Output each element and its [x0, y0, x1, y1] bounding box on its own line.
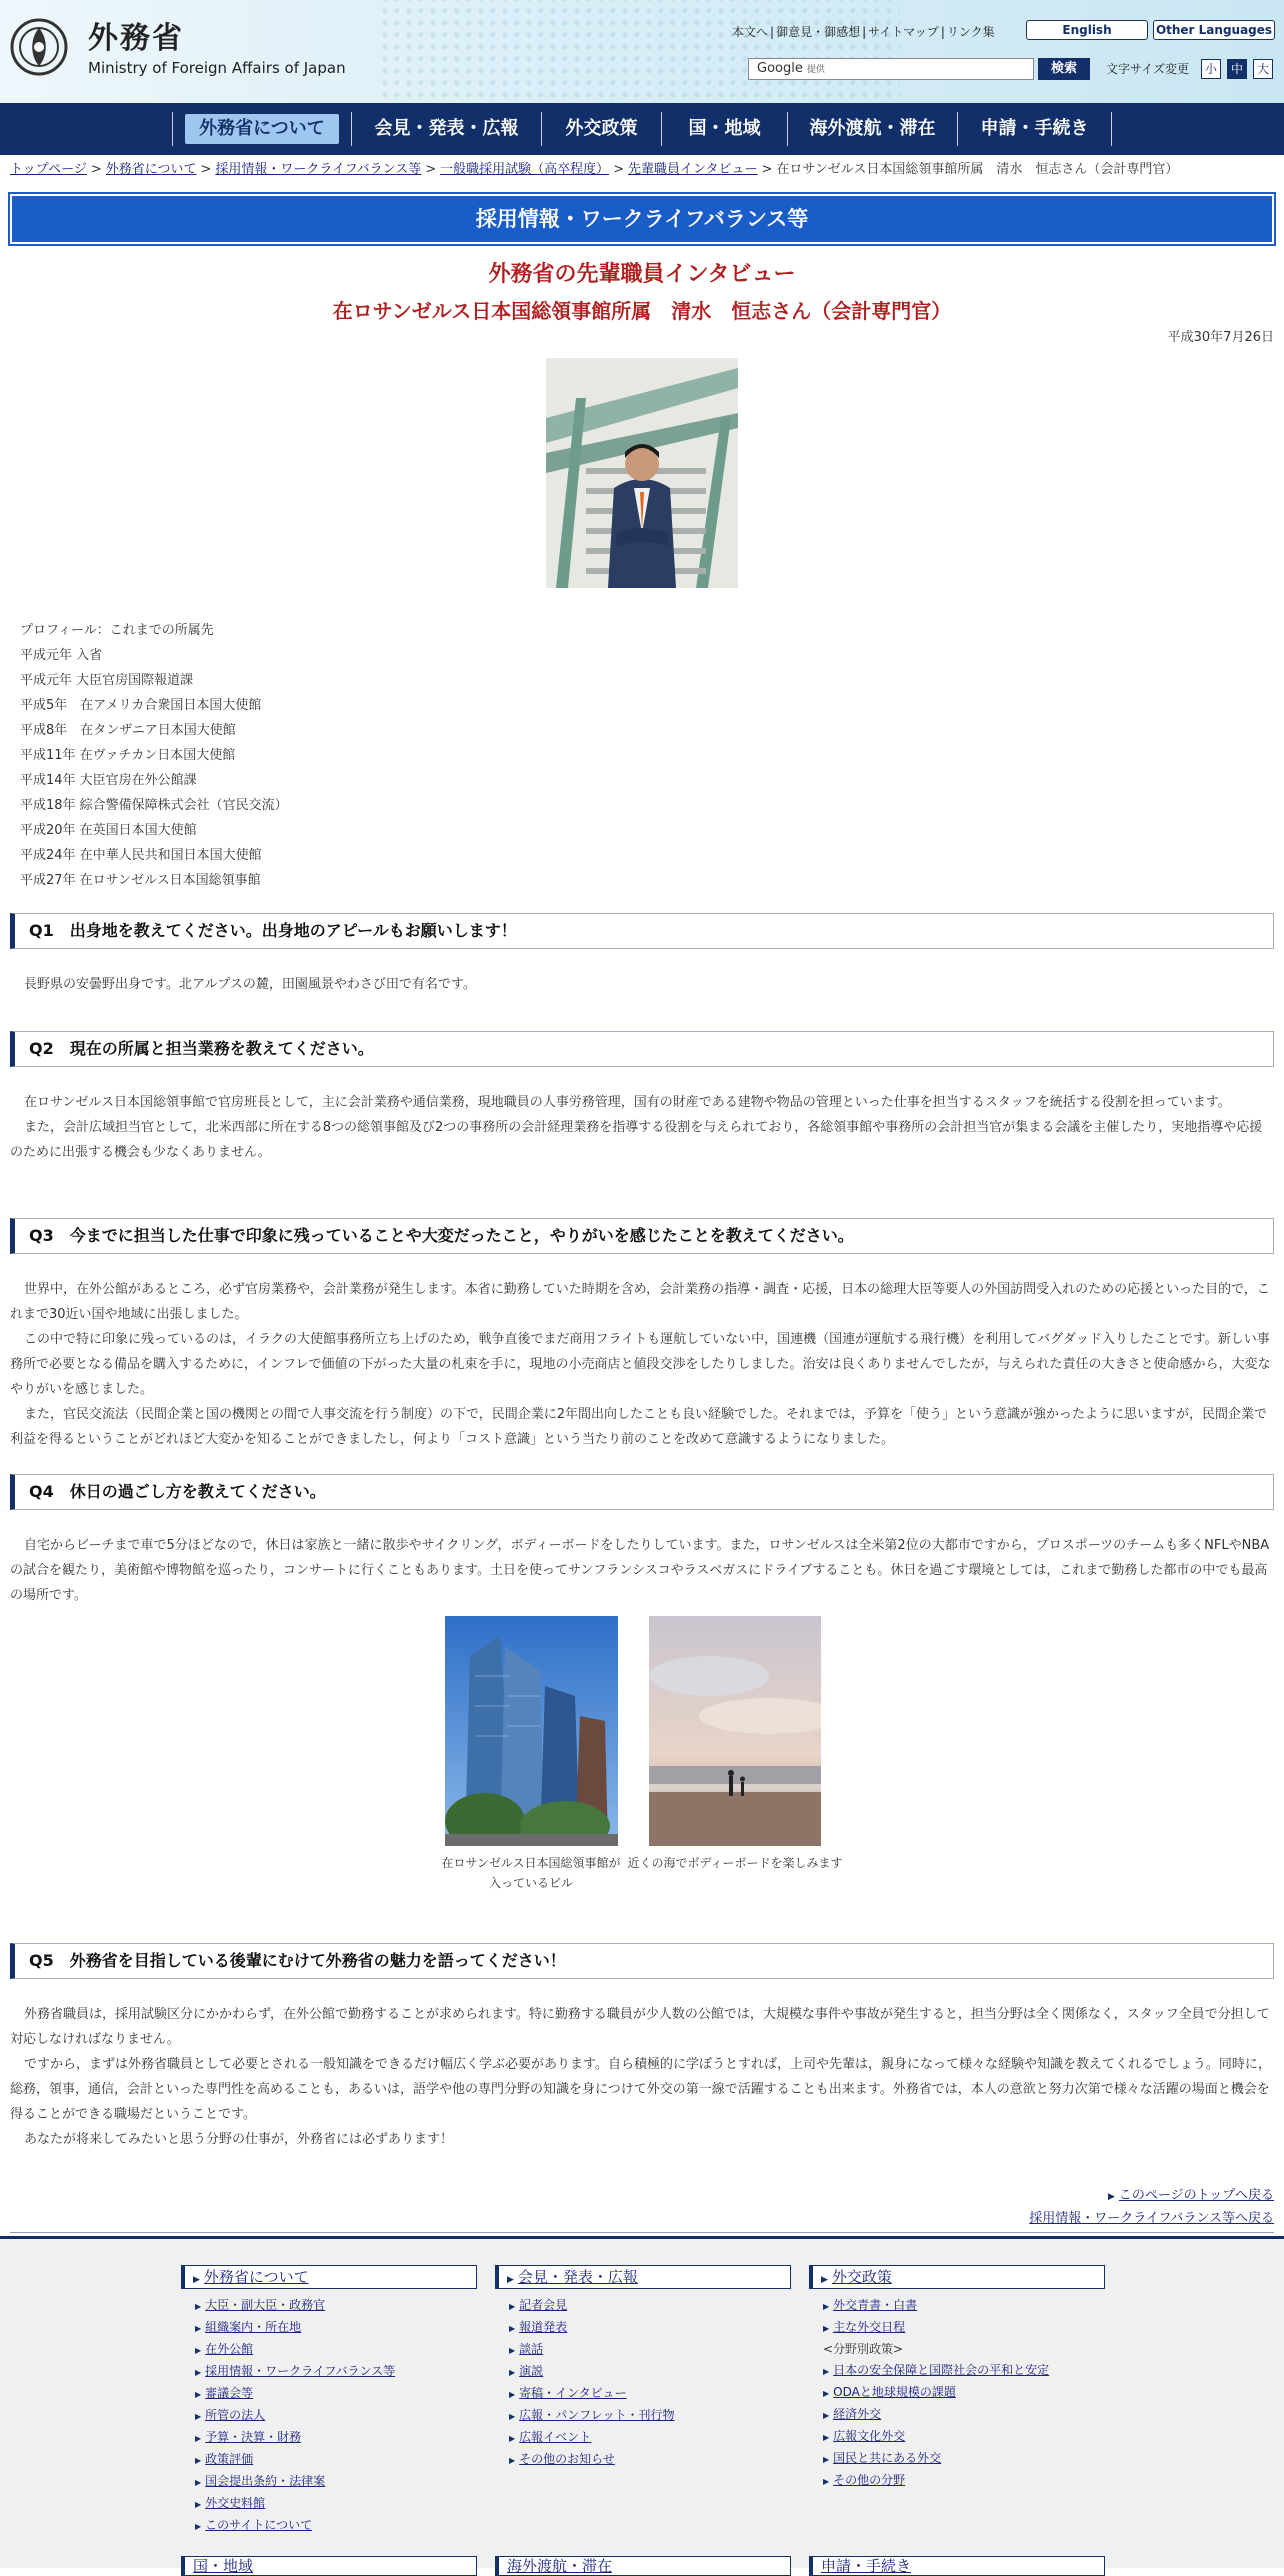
profile-list: [20, 618, 288, 893]
footer-col-travel-heading: [495, 2556, 791, 2576]
q2-heading: Q2 現在の所属と担当業務を教えてください。: [10, 1031, 1274, 1067]
back-to-top: [1108, 2186, 1274, 2206]
triangle-right-icon: ▶: [823, 2455, 830, 2464]
mofa-emblem-logo[interactable]: [10, 18, 68, 76]
footer-heading-link[interactable]: 会見・発表・広報: [517, 2268, 638, 2286]
util-link-feedback[interactable]: 御意見・御感想: [776, 25, 861, 39]
answer-paragraph: 在ロサンゼルス日本国総領事館で官房班長として，主に会計業務や通信業務，現地職員の人事労務管理，国有の財産である建物や物品の管理といった仕事を担当するスタッフを統括する役割を担っています。: [24, 1095, 1231, 1110]
profile-line: 平成20年 在英国日本国大使館: [20, 823, 197, 838]
q3-heading: Q3 今までに担当した仕事で印象に残っていることや大変だったこと，やりがいを感じたことを教えてください。: [10, 1218, 1274, 1254]
nav-item-press[interactable]: 会見・発表・広報: [352, 112, 542, 146]
footer-link[interactable]: 記者会見: [519, 2298, 568, 2312]
triangle-right-icon: ▶: [823, 2411, 830, 2420]
profile-line: 平成元年 入省: [20, 648, 103, 663]
triangle-right-icon: ▶: [195, 2434, 202, 2443]
footer-item: [195, 2493, 477, 2515]
footer-heading-link[interactable]: 申請・手続き: [821, 2557, 912, 2575]
breadcrumb-link-recruit[interactable]: 採用情報・ワークライフバランス等: [215, 162, 422, 177]
triangle-right-icon: ▶: [195, 2456, 202, 2465]
page-title: 外務省の先輩職員インタビュー: [488, 262, 796, 287]
footer-col-heading: [495, 2265, 791, 2289]
footer-link[interactable]: 政策評価: [205, 2452, 254, 2466]
footer-col-press: [495, 2265, 791, 2471]
triangle-right-icon: ▶: [195, 2500, 202, 2509]
footer-sitemap: [0, 2236, 1284, 2568]
nav-item-about[interactable]: [172, 112, 352, 146]
profile-line: 平成14年 大臣官房在外公館課: [20, 773, 197, 788]
triangle-right-icon: ▶: [193, 2275, 200, 2285]
breadcrumb-link-top[interactable]: トップページ: [10, 162, 87, 177]
triangle-right-icon: ▶: [823, 2389, 830, 2398]
footer-heading-link[interactable]: 外務省について: [203, 2268, 309, 2286]
q2-answer: [10, 1090, 1274, 1165]
nav-item-about-label: 外務省について: [185, 114, 339, 144]
building-photo: [445, 1616, 618, 1846]
footer-item: [195, 2471, 477, 2493]
answer-paragraph: 外務省職員は，採用試験区分にかかわらず，在外公館で勤務することが求められます。特に勤務する職員が少人数の公館では，大規模な事件や事故が発生すると，担当分野は全く関係なく，スタッフ全員で分担して対応しなければなりません。: [10, 2007, 1270, 2047]
publish-date: 平成30年7月26日: [1167, 330, 1274, 345]
global-nav: [0, 103, 1284, 155]
building-photo-caption: 在ロサンゼルス日本国総領事館が入っているビル: [441, 1856, 621, 1890]
answer-paragraph: 自宅からビーチまで車で5分ほどなので，休日は家族と一緒に散歩やサイクリング，ボディーボードをしたりしています。また，ロサンゼルスは全米第2位の大都市ですから，プロスポーツのチームも多くNFLやNBAの試合を観たり，美術館や博物館を巡ったり，コンサートに行くこともあります。土日を使ってサンフランシスコやラスベガスにドライブすることも。休日を過ごす環境としては，これまで勤務した都市の中でも最高の場所です。: [10, 1538, 1270, 1603]
profile-line: 平成11年 在ヴァチカン日本国大使館: [20, 748, 236, 763]
profile-line: 平成18年 綜合警備保障株式会社（官民交流）: [20, 798, 288, 813]
staff-portrait-photo: [546, 358, 738, 588]
breadcrumb-separator: >: [200, 162, 212, 177]
breadcrumb-separator: >: [613, 162, 625, 177]
footer-link[interactable]: このサイトについて: [205, 2518, 313, 2532]
footer-link[interactable]: 談話: [519, 2342, 544, 2356]
world-map-background: [380, 0, 900, 104]
utility-links: 本文へ | 御意見・御感想 | サイトマップ | リンク集: [732, 25, 995, 39]
breadcrumb-link-interviews[interactable]: 先輩職員インタビュー: [628, 162, 758, 177]
triangle-right-icon: ▶: [195, 2412, 202, 2421]
footer-link[interactable]: 経済外交: [833, 2407, 882, 2421]
profile-line: 平成24年 在中華人民共和国日本国大使館: [20, 848, 262, 863]
breadcrumb-separator: >: [425, 162, 437, 177]
triangle-right-icon: ▶: [509, 2434, 516, 2443]
answer-paragraph: 世界中，在外公館があるところ，必ず官房業務や，会計業務が発生します。本省に勤務していた時期を含め，会計業務の指導・調査・応援，日本の総理大臣等要人の外国訪問受入れのための応援といった目的で，これまで30近い国や地域に出張しました。: [10, 1282, 1270, 1322]
footer-item: [509, 2339, 791, 2361]
triangle-right-icon: ▶: [823, 2433, 830, 2442]
footer-item: [195, 2317, 477, 2339]
footer-heading-link[interactable]: 国・地域: [193, 2557, 254, 2575]
footer-item: [195, 2339, 477, 2361]
triangle-right-icon: ▶: [509, 2390, 516, 2399]
triangle-right-icon: ▶: [509, 2368, 516, 2377]
footer-heading-link[interactable]: 海外渡航・滞在: [507, 2557, 613, 2575]
nav-item-travel[interactable]: 海外渡航・滞在: [788, 112, 958, 146]
profile-line: 平成元年 大臣官房国際報道課: [20, 673, 194, 688]
triangle-right-icon: ▶: [509, 2324, 516, 2333]
footer-link[interactable]: 寄稿・インタビュー: [519, 2386, 627, 2400]
q4-answer: [10, 1533, 1274, 1608]
footer-item: [509, 2405, 791, 2427]
triangle-right-icon: ▶: [507, 2275, 514, 2285]
triangle-right-icon: ▶: [509, 2412, 516, 2421]
footer-item: [195, 2361, 477, 2383]
footer-col-applications-heading: [809, 2556, 1105, 2576]
footer-link[interactable]: 在外公館: [205, 2342, 254, 2356]
nav-item-regions[interactable]: 国・地域: [662, 112, 788, 146]
triangle-right-icon: ▶: [509, 2456, 516, 2465]
footer-link-list: [495, 2289, 791, 2471]
footer-link[interactable]: 広報・パンフレット・刊行物: [519, 2408, 675, 2422]
footer-item: [823, 2382, 1105, 2404]
triangle-right-icon: ▶: [1107, 2192, 1115, 2202]
q3-answer: [10, 1277, 1274, 1452]
answer-paragraph: また，官民交流法（民間企業と国の機関との間で人事交流を行う制度）の下で，民間企業に2年間出向したことも良い経験でした。それまでは，予算を「使う」という意識が強かったように思いますが，民間企業で利益を得るということがどれほど大変かを知ることができましたし，何より「コスト意識」という当たり前のことを改めて意識するようになりました。: [10, 1407, 1268, 1447]
triangle-right-icon: ▶: [195, 2390, 202, 2399]
search-powered-label: 提供: [806, 65, 825, 75]
util-link-main-content[interactable]: 本文へ: [732, 25, 769, 39]
footer-col-heading: [809, 2265, 1105, 2289]
footer-item: [823, 2295, 1105, 2317]
footer-item: [509, 2427, 791, 2449]
answer-paragraph: あなたが将来してみたいと思う分野の仕事が，外務省には必ずあります！: [24, 2132, 454, 2147]
triangle-right-icon: ▶: [509, 2346, 516, 2355]
back-to-section-link[interactable]: 採用情報・ワークライフバランス等へ戻る: [1029, 2211, 1274, 2226]
profile-line: プロフィール：これまでの所属先: [20, 623, 214, 638]
q1-answer: [10, 972, 1274, 997]
footer-item: [195, 2515, 477, 2537]
logo-title-ja[interactable]: 外務省: [88, 21, 184, 56]
triangle-right-icon: ▶: [823, 2302, 830, 2311]
footer-col-heading: [181, 2265, 477, 2289]
footer-sub-label: <分野別政策>: [823, 2342, 904, 2356]
breadcrumb-link-exam[interactable]: 一般職採用試験（高卒程度）: [440, 162, 610, 177]
back-to-section: [1029, 2209, 1274, 2229]
footer-item: [823, 2317, 1105, 2339]
back-to-top-link[interactable]: このページのトップへ戻る: [1118, 2188, 1274, 2203]
footer-link[interactable]: 外交史料館: [205, 2496, 266, 2510]
footer-link-list: [181, 2289, 477, 2537]
search-input[interactable]: [748, 58, 1034, 80]
triangle-right-icon: ▶: [195, 2478, 202, 2487]
triangle-right-icon: ▶: [195, 2368, 202, 2377]
footer-item: [823, 2360, 1105, 2382]
profile-line: 平成5年 在アメリカ合衆国日本国大使館: [20, 698, 262, 713]
footer-link[interactable]: 広報イベント: [519, 2430, 592, 2444]
triangle-right-icon: ▶: [195, 2324, 202, 2333]
footer-link[interactable]: 外交青書・白書: [833, 2298, 918, 2312]
footer-link[interactable]: 広報文化外交: [833, 2429, 906, 2443]
footer-item: [509, 2295, 791, 2317]
footer-link[interactable]: 所管の法人: [205, 2408, 266, 2422]
triangle-right-icon: ▶: [823, 2477, 830, 2486]
footer-col-policy: [809, 2265, 1105, 2492]
triangle-right-icon: ▶: [195, 2302, 202, 2311]
q4-heading: Q4 休日の過ごし方を教えてください。: [10, 1474, 1274, 1510]
breadcrumb: [10, 160, 1178, 180]
page-subtitle: 在ロサンゼルス日本国総領事館所属 清水 恒志さん（会計専門官）: [332, 299, 952, 323]
footer-link[interactable]: その他の分野: [833, 2473, 906, 2487]
footer-link[interactable]: 組織案内・所在地: [205, 2320, 302, 2334]
answer-paragraph: 長野県の安曇野出身です。北アルプスの麓，田園風景やわさび田で有名です。: [24, 977, 476, 992]
font-size-medium-button[interactable]: 中: [1227, 59, 1247, 79]
breadcrumb-current: 在ロサンゼルス日本国総領事館所属 清水 恒志さん（会計専門官）: [776, 162, 1179, 177]
profile-line: 平成27年 在ロサンゼルス日本国総領事館: [20, 873, 261, 888]
triangle-right-icon: ▶: [195, 2346, 202, 2355]
footer-heading-link[interactable]: 外交政策: [831, 2268, 892, 2286]
footer-link[interactable]: 予算・決算・財務: [205, 2430, 302, 2444]
footer-link[interactable]: 採用情報・ワークライフバランス等: [205, 2364, 396, 2378]
answer-paragraph: ですから，まずは外務省職員として必要とされる一般知識をできるだけ幅広く学ぶ必要があります。自ら積極的に学ぼうとすれば，上司や先輩は，親身になって様々な経験や知識を教えてくれるでしょう。同時に，総務，領事，通信，会計といった専門性を高めることも，あるいは，語学や他の専門分野の知識を身につけて外交の第一線で活躍することも出来ます。外務省では，本人の意欲と努力次第で様々な活躍の場面と機会を得ることができる職場だということです。: [10, 2057, 1271, 2122]
beach-photo-caption: 近くの海でボディーボードを楽しみます: [627, 1856, 843, 1870]
footer-link-list: [809, 2289, 1105, 2492]
q1-heading: Q1 出身地を教えてください。出身地のアピールもお願いします！: [10, 913, 1274, 949]
footer-col-about: [181, 2265, 477, 2537]
footer-item: [509, 2361, 791, 2383]
logo-title-en[interactable]: Ministry of Foreign Affairs of Japan: [88, 59, 346, 77]
footer-item: [195, 2295, 477, 2317]
breadcrumb-separator: >: [90, 162, 102, 177]
footer-link[interactable]: その他のお知らせ: [519, 2452, 615, 2466]
footer-col-regions-heading: [181, 2556, 477, 2576]
font-size-large-button[interactable]: 大: [1253, 59, 1273, 79]
beach-photo: [649, 1616, 821, 1846]
triangle-right-icon: ▶: [821, 2275, 828, 2285]
nav-item-policy[interactable]: 外交政策: [542, 112, 662, 146]
answer-paragraph: また，会計広域担当官として，北米西部に所在する8つの総領事館及び2つの事務所の会計経理業務を指導する役割を与えられており，各総領事館や事務所の会計担当官が集まる会議を主催したり，実地指導や応援のために出張する機会も少なくありません。: [10, 1120, 1263, 1160]
footer-link[interactable]: 報道発表: [519, 2320, 568, 2334]
footer-link[interactable]: 審議会等: [205, 2386, 254, 2400]
answer-paragraph: この中で特に印象に残っているのは，イラクの大使館事務所立ち上げのため，戦争直後でまだ商用フライトも運航していない中，国連機（国連が運航する飛行機）を利用してバグダッド入りしたことです。新しい事務所で必要となる備品を購入するために，インフレで価値の下がった大量の札束を手に，現地の小売商店と値段交渉をしたりしました。治安は良くありませんでしたが，与えられた責任の大きさと使命感から，大変なやりがいを感じました。: [10, 1332, 1271, 1397]
q5-answer: [10, 2002, 1274, 2152]
footer-item: [195, 2383, 477, 2405]
footer-link[interactable]: 国会提出条約・法律案: [205, 2474, 326, 2488]
triangle-right-icon: ▶: [195, 2522, 202, 2531]
footer-item: [823, 2426, 1105, 2448]
footer-link[interactable]: 主な外交日程: [833, 2320, 906, 2334]
breadcrumb-separator: >: [761, 162, 773, 177]
footer-link[interactable]: 日本の安全保障と国際社会の平和と安定: [833, 2363, 1050, 2377]
q5-heading: Q5 外務省を目指している後輩にむけて外務省の魅力を語ってください！: [10, 1943, 1274, 1979]
font-size-small-button[interactable]: 小: [1201, 59, 1221, 79]
triangle-right-icon: ▶: [823, 2367, 830, 2376]
footer-item: [195, 2427, 477, 2449]
english-button[interactable]: English: [1026, 20, 1148, 40]
divider: [10, 2232, 1274, 2233]
section-banner: 採用情報・ワークライフバランス等: [10, 194, 1274, 244]
footer-item: [823, 2404, 1105, 2426]
footer-link[interactable]: ODAと地球規模の課題: [833, 2385, 956, 2399]
triangle-right-icon: ▶: [509, 2302, 516, 2311]
other-languages-button[interactable]: Other Languages: [1153, 20, 1275, 40]
footer-link[interactable]: 大臣・副大臣・政務官: [205, 2298, 326, 2312]
triangle-right-icon: ▶: [823, 2324, 830, 2333]
util-link-sitemap[interactable]: サイトマップ: [868, 25, 939, 39]
footer-link[interactable]: 国民と共にある外交: [833, 2451, 942, 2465]
breadcrumb-link-about[interactable]: 外務省について: [105, 162, 197, 177]
search-button[interactable]: 検索: [1038, 58, 1090, 80]
footer-item: [823, 2470, 1105, 2492]
font-size-label: 文字サイズ変更: [1106, 62, 1190, 76]
nav-item-applications[interactable]: 申請・手続き: [958, 112, 1112, 146]
util-link-links[interactable]: リンク集: [946, 25, 995, 39]
footer-item: [195, 2449, 477, 2471]
footer-item: [823, 2448, 1105, 2470]
footer-link[interactable]: 演説: [519, 2364, 544, 2378]
search-google-label: Google: [757, 61, 803, 76]
footer-item: [509, 2449, 791, 2471]
footer-item: [509, 2383, 791, 2405]
site-header: [0, 0, 1284, 103]
profile-line: 平成8年 在タンザニア日本国大使館: [20, 723, 236, 738]
footer-item: [509, 2317, 791, 2339]
footer-item: [195, 2405, 477, 2427]
